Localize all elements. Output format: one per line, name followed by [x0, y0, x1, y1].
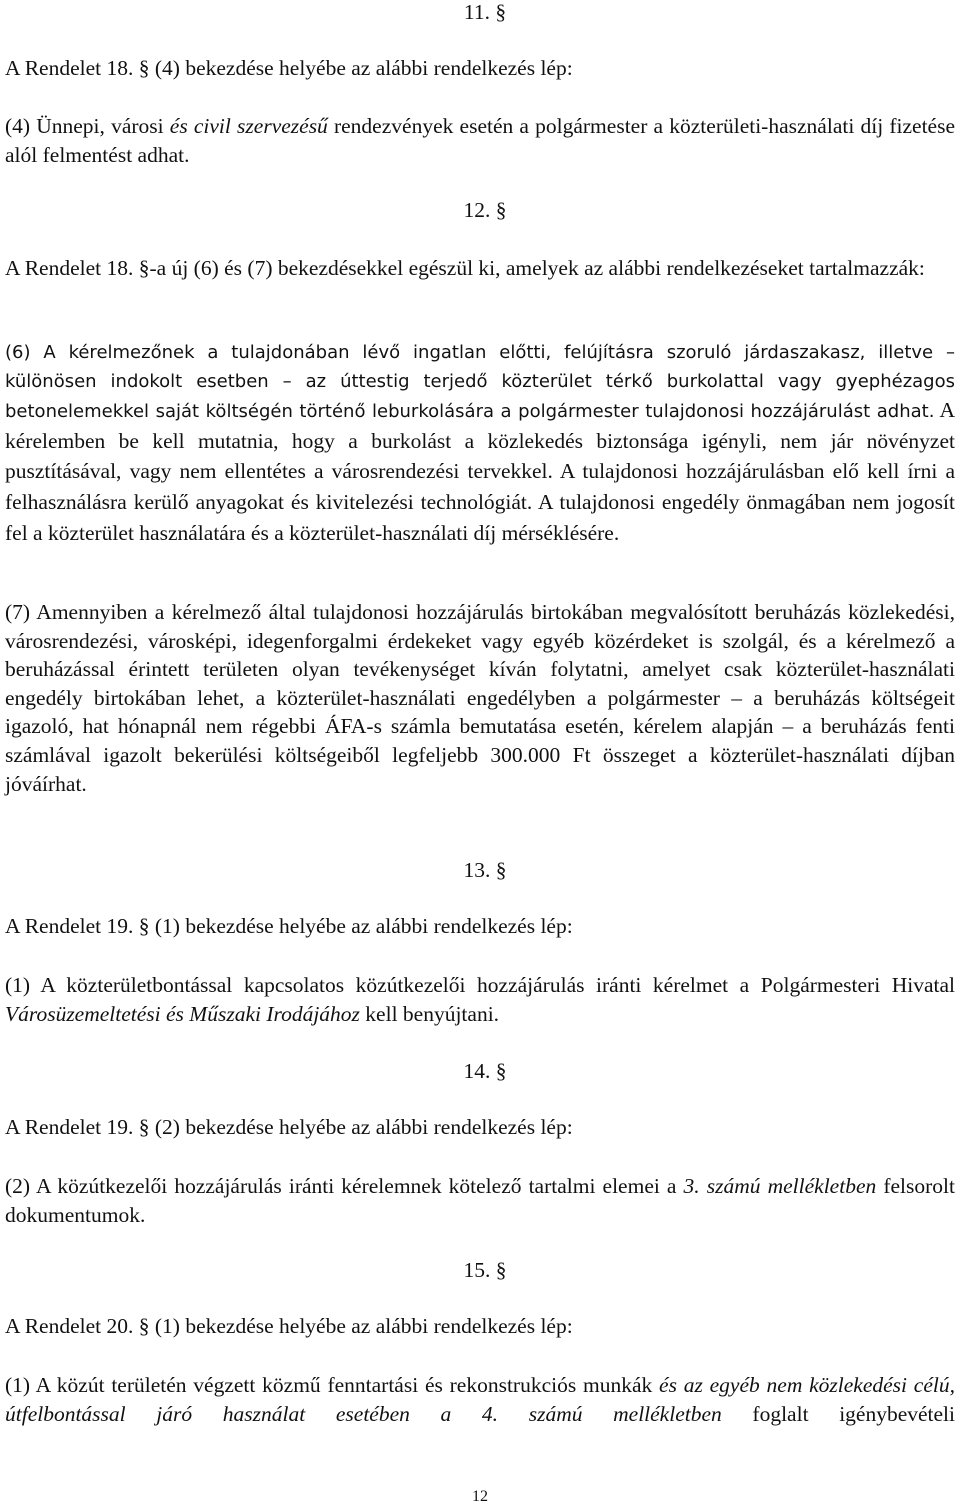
section-intro-14: A Rendelet 19. § (2) bekezdése helyébe az alábbi rendelkezés lép: — [5, 1115, 573, 1139]
section-paragraph-6 — [5, 339, 955, 549]
body-italic: 3. számú mellékletben — [683, 1174, 877, 1198]
section-paragraph-7: (7) Amennyiben a kérelmező által tulajdonosi hozzájárulás birtokában megvalósított beruházás közlekedési, városrendezési, városképi, idegenforgalmi érdekeket vagy egyéb közérdeket is szolgál, és a kérelmező a beruházással érintett területen olyan tevékenységet kíván folytatni, amelyet csak közterület-használati engedély birtokában lehet, a közterület-használati engedélyben a polgármester – a beruházás költségeit igazoló, hat hónapnál nem régebbi ÁFA-s számla bemutatása esetén, kérelem alapján – a beruházás fenti számlával igazolt bekerülési költségeiből legfeljebb 300.000 Ft összeget a közterület-használati díjban jóváírhat. — [5, 600, 955, 796]
section-heading-15 — [0, 1258, 960, 1283]
section-body-13 — [5, 971, 955, 1028]
section-heading-11 — [0, 0, 960, 25]
body-text: (2) A közútkezelői hozzájárulás iránti kérelemnek kötelező tartalmi elemei a — [5, 1174, 684, 1198]
body-text: (4) Ünnepi, városi — [5, 114, 170, 138]
section-intro-11: A Rendelet 18. § (4) bekezdése helyébe az alábbi rendelkezés lép: — [5, 56, 573, 80]
section-heading-14 — [0, 1059, 960, 1084]
body-italic: és az egyéb nem közlekedési célú, útfelbontással járó használat esetében a 4. számú mellékletben — [5, 1373, 955, 1426]
section-intro-12: A Rendelet 18. §-a új (6) és (7) bekezdésekkel egészül ki, amelyek az alábbi rendelkezéseket tartalmazzák: — [5, 256, 925, 280]
section-number: 14. § — [463, 1059, 507, 1083]
body-text-rest: felsorolt dokumentumok. — [5, 1174, 955, 1227]
section-number: 11. § — [463, 0, 507, 24]
section-number: 15. § — [463, 1258, 507, 1282]
section-body-14 — [5, 1172, 955, 1229]
body-text: (1) A közterületbontással kapcsolatos közútkezelői hozzájárulás iránti kérelmet a Polgármesteri Hivatal — [5, 973, 955, 997]
section-intro-13: A Rendelet 19. § (1) bekezdése helyébe az alábbi rendelkezés lép: — [5, 914, 573, 938]
section-heading-12 — [0, 198, 960, 223]
section-number: 13. § — [463, 858, 507, 882]
paragraph-6-sans: (6) A kérelmezőnek a tulajdonában lévő ingatlan előtti, felújításra szoruló járdaszakasz, illetve – különösen indokolt esetben – az úttestig terjedő közterület térkő burkolattal vagy gyephézagos betonelemekkel saját költségén történő leburkolására a polgármester tulajdonosi hozzájárulást adhat. — [5, 342, 955, 423]
body-italic: Városüzemeltetési és Műszaki Irodájához — [5, 1001, 360, 1026]
body-text: (1) A közút területén végzett közmű fenntartási és rekonstrukciós munkák — [5, 1373, 660, 1397]
section-intro-15: A Rendelet 20. § (1) bekezdése helyébe az alábbi rendelkezés lép: — [5, 1314, 573, 1338]
section-body-11 — [5, 112, 955, 169]
section-heading-13 — [0, 858, 960, 883]
body-text-rest: rendezvények esetén a polgármester a közterületi-használati díj fizetése alól felmentést adhat. — [5, 114, 955, 167]
body-italic: és civil szervezésű — [169, 114, 328, 138]
section-body-15 — [5, 1371, 955, 1428]
body-text-rest: foglalt igénybevételi — [721, 1401, 956, 1426]
body-text-rest: kell benyújtani. — [359, 1001, 500, 1026]
paragraph-6-serif: A kérelemben be kell mutatnia, hogy a burkolást a közlekedés biztonsága igényli, nem jár növényzet pusztításával, vagy nem ellentétes a városrendezési tervekkel. A tulajdonosi hozzájárulásban elő kell írni a felhasználásra kerülő anyagokat és kivitelezési technológiát. A tulajdonosi engedély önmagában nem jogosít fel a közterület használatára és a közterület-használati díj mérséklésére. — [5, 398, 955, 545]
page-number: 12 — [472, 1488, 488, 1505]
section-number: 12. § — [463, 198, 507, 222]
